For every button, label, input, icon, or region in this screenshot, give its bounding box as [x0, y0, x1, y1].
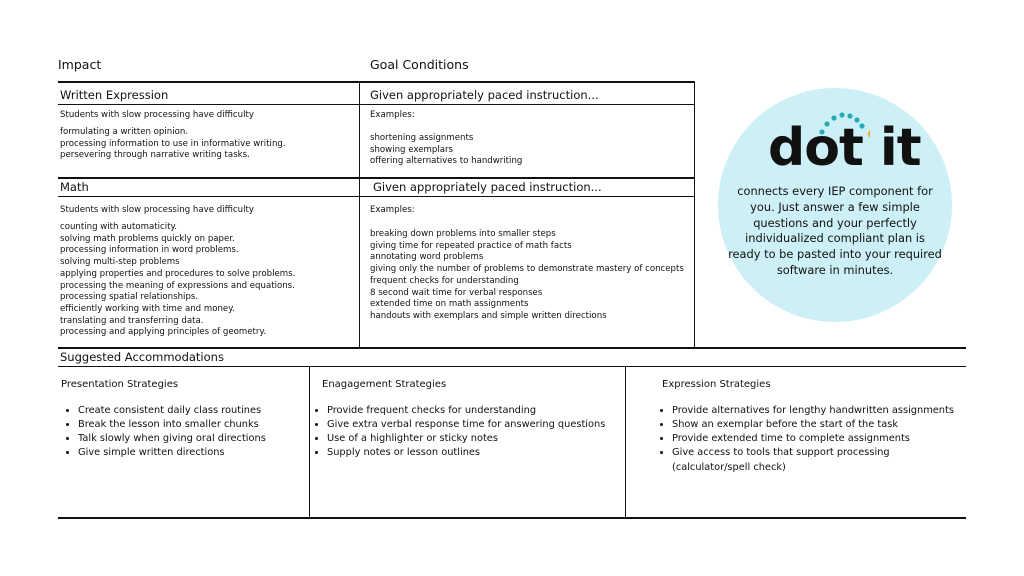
column-divider [359, 81, 360, 347]
math-items-list [60, 222, 295, 339]
table-top-border [58, 81, 694, 83]
math-examples-label: Examples: [370, 205, 415, 215]
list-item: processing spatial relationships. [60, 292, 199, 303]
list-item: processing information to use in informative writing. [60, 138, 286, 149]
list-item: solving math problems quickly on paper. [60, 233, 235, 244]
list-item: • Talk slowly when giving oral directions [78, 432, 266, 446]
math-goal-title: Given appropriately paced instruction... [373, 180, 602, 194]
list-item: annotating word problems [370, 252, 484, 263]
list-item: • Provide alternatives for lengthy handwritten assignments [672, 404, 954, 418]
accommodations-bottom-border [58, 517, 966, 519]
written-expression-title: Written Expression [60, 88, 169, 102]
written-intro: Students with slow processing have difficulty [60, 110, 254, 120]
written-header-border [58, 104, 694, 105]
expression-title: Expression Strategies [662, 379, 771, 390]
math-header-border [58, 196, 694, 197]
list-item: • Supply notes or lesson outlines [327, 446, 605, 460]
list-item: giving time for repeated practice of math facts [370, 240, 572, 251]
list-item: offering alternatives to handwriting [370, 156, 523, 167]
list-item: breaking down problems into smaller steps [370, 229, 556, 239]
list-item: handouts with exemplars and simple written directions [370, 310, 607, 321]
goal-conditions-header: Goal Conditions [370, 57, 469, 72]
dot-it-logo: dot it [768, 118, 921, 178]
expression-item-continuation: (calculator/spell check) [672, 462, 786, 473]
list-item: • Give extra verbal response time for answering questions [327, 418, 605, 432]
expression-list [655, 404, 954, 460]
list-item: • Give simple written directions [78, 446, 266, 460]
presentation-list [61, 404, 266, 460]
list-item: formulating a written opinion. [60, 127, 189, 137]
accommodations-header-border [58, 366, 966, 367]
list-item: • Give access to tools that support processing [672, 446, 954, 460]
list-item: counting with automaticity. [60, 222, 178, 232]
math-top-border [58, 177, 694, 179]
list-item: persevering through narrative writing tasks. [60, 150, 250, 161]
list-item: • Break the lesson into smaller chunks [78, 418, 266, 432]
list-item: • Provide extended time to complete assignments [672, 432, 954, 446]
list-item: shortening assignments [370, 133, 474, 143]
list-item: processing information in word problems. [60, 245, 239, 256]
math-examples-list [370, 229, 684, 323]
list-item: showing exemplars [370, 144, 453, 155]
list-item: frequent checks for understanding [370, 275, 519, 286]
list-item: extended time on math assignments [370, 299, 529, 310]
list-item: giving only the number of problems to demonstrate mastery of concepts [370, 264, 684, 275]
promo-text: connects every IEP component for you. Just answer a few simple questions and your perfectly individualized compliant plan is ready to be pasted into your required software in minutes. [728, 184, 942, 277]
written-goal-title: Given appropriately paced instruction... [370, 88, 599, 102]
engagement-list [310, 404, 605, 460]
list-item: • Create consistent daily class routines [78, 404, 266, 418]
accommodations-title: Suggested Accommodations [60, 350, 224, 364]
list-item: efficiently working with time and money. [60, 303, 235, 314]
list-item: processing and applying principles of geometry. [60, 327, 267, 338]
written-examples-list [370, 133, 522, 168]
presentation-title: Presentation Strategies [61, 379, 179, 390]
list-item: • Use of a highlighter or sticky notes [327, 432, 605, 446]
list-item: 8 second wait time for verbal responses [370, 287, 543, 298]
accommodations-divider-2 [625, 366, 626, 518]
list-item: processing the meaning of expressions and equations. [60, 280, 295, 291]
accommodations-top-border [58, 347, 966, 349]
list-item: • Provide frequent checks for understanding [327, 404, 605, 418]
math-intro: Students with slow processing have difficulty [60, 205, 254, 215]
list-item: • Show an exemplar before the start of the task [672, 418, 954, 432]
math-title: Math [60, 180, 89, 194]
written-items-list [60, 127, 286, 162]
list-item: translating and transferring data. [60, 315, 204, 326]
list-item: solving multi-step problems [60, 257, 180, 268]
engagement-title: Enagagement Strategies [322, 379, 447, 390]
impact-header: Impact [58, 57, 102, 72]
written-examples-label: Examples: [370, 110, 415, 120]
list-item: applying properties and procedures to solve problems. [60, 268, 296, 279]
table-right-border [694, 81, 695, 347]
